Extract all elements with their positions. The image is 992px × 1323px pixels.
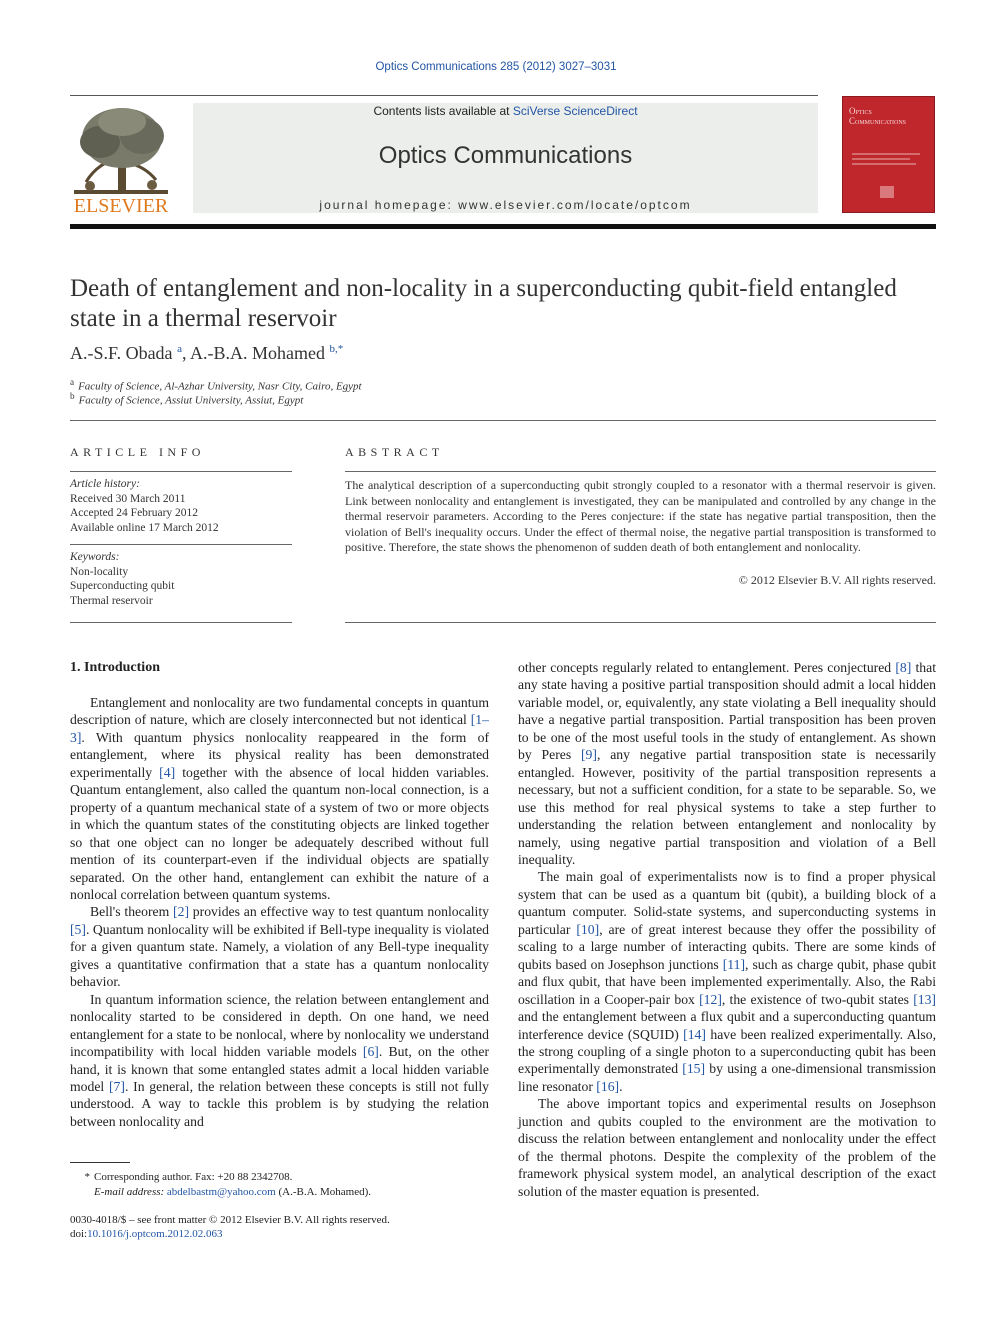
article-history [70, 477, 292, 535]
abstract-copyright: © 2012 Elsevier B.V. All rights reserved. [738, 573, 936, 587]
paragraph: The main goal of experimentalists now is to find a proper physical system that can be used as a quantum bit (qubit), a building block of a quantum computer. Solid-state systems, and superconducting systems in particular [10], are of great interest because they offer the possibility of scaling to a large number of interacting qubits. There are some kinds of qubits based on Josephson junctions [11], such as charge qubit, phase qubit and flux qubit, that have been implemented experimentally. Also, the Rabi oscillation in a Cooper-pair box [12], the existence of two-qubit states [13] and the entanglement between a flux qubit and a superconducting quantum interference device (SQUID) [14] have been realized experimentally. Also, the strong coupling of a single photon to a superconducting qubit has been experimentally demonstrated [15] by using a one-dimensional transmission line resonator [16]. [518, 869, 937, 1094]
contents-prefix: Contents lists available at [373, 104, 513, 118]
affiliation-marker[interactable]: a [177, 343, 182, 355]
divider [345, 622, 936, 623]
citation-link[interactable]: [5] [70, 921, 86, 937]
cover-title: Optics Communications [849, 106, 907, 126]
article-title: Death of entanglement and non-locality in a superconducting qubit-field entangled state in a thermal reservoir [70, 275, 897, 332]
citation-link[interactable]: [9] [581, 747, 597, 763]
citation-link[interactable]: [14] [683, 1026, 706, 1042]
citation-link[interactable]: [8] [895, 660, 912, 675]
author-name[interactable]: A.-B.A. Mohamed [189, 343, 325, 363]
header-thick-rule [70, 224, 936, 229]
divider [70, 622, 292, 623]
paragraph: other concepts regularly related to entanglement. Peres conjectured [8] that any state having a positive partial transposition should admit a local hidden variable model, or, equivalently, any state violating a Bell inequality should have a negative partial transposition. Partial transposition has been proven to be one of the most useful tools in the study of entanglement. As shown by Peres [9], any negative partial transposition state is necessarily entangled. However, positivity of the partial transposition represents a necessary, but not a sufficient condition, for a state to be separable. So, we use this method for real physical systems to take a step further to understanding the relation between entanglement and nonlocality by namely, using negative partial transposition and violation of a Bell inequality. [518, 660, 936, 867]
paragraph: The above important topics and experimental results on Josephson junction and qubits coupled to the environment are the motivation to discuss the relation between entanglement and nonlocality under the effect of the thermal photons. Despite the complexity of the problem of the framework physical system model, an analytical description of the exact solution of the master equation is presented. [518, 1096, 936, 1199]
paragraph: Entanglement and nonlocality are two fundamental concepts in quantum description of nature, which are closely interconnected but not identical [1–3]. With quantum physics nonlocality reappeared in the form of entanglement, where its physical reality has been demonstrated experimentally [4] together with the absence of local hidden variables. Quantum entanglement, also called the quantum non-local connection, is a property of a quantum mechanical state of a system of two or more objects in which the quantum states of the constituting objects are linked together so that one object can no longer be adequately described without full mention of its counterpart-even if the individual objects are spatially separated. On the other hand, entanglement can exhibit the nature of a nonlocal correlation between quantum systems. [70, 695, 490, 902]
sciencedirect-link[interactable]: SciVerse ScienceDirect [512, 104, 638, 118]
keyword: Superconducting qubit [70, 580, 175, 592]
divider [345, 471, 936, 472]
citation-link[interactable]: [16] [596, 1078, 620, 1094]
online-date: Available online 17 March 2012 [70, 521, 219, 534]
journal-name: Optics Communications [378, 142, 633, 169]
doi-line: doi:10.1016/j.optcom.2012.02.063 [70, 1228, 223, 1240]
divider [70, 471, 292, 472]
citation-link[interactable]: [13] [913, 991, 936, 1007]
article-info-heading: ARTICLE INFO [70, 445, 205, 459]
corresponding-author-note: * Corresponding author. Fax: +20 88 2342708. [70, 1171, 292, 1183]
author-list: A.-S.F. Obada $^a$, A.-B.A. Mohamed $^{b,*}$ [70, 343, 344, 363]
footnote-rule [70, 1162, 130, 1163]
email-link[interactable]: abdelbastm@yahoo.com [166, 1186, 276, 1198]
citation-link[interactable]: [7] [108, 1078, 125, 1094]
citation-link[interactable]: [10] [576, 921, 600, 937]
affiliation-b: $^b$ Faculty of Science, Assiut University, Assiut, Egypt [70, 391, 304, 407]
affiliation-a: $^a$ Faculty of Science, Al-Azhar University, Nasr City, Cairo, Egypt [70, 377, 362, 393]
divider [70, 420, 936, 421]
author-name[interactable]: A.-S.F. Obada [70, 343, 173, 363]
left-column [70, 694, 489, 1130]
svg-text:ELSEVIER: ELSEVIER [73, 195, 169, 214]
history-label: Article history: [70, 478, 140, 490]
citation-link[interactable]: [4] [159, 764, 176, 780]
elsevier-logo [68, 102, 174, 214]
divider [70, 544, 292, 545]
citation-link[interactable]: [1–3] [70, 712, 489, 745]
citation-link[interactable]: [6] [362, 1044, 379, 1060]
keywords [70, 550, 292, 608]
issn-line: 0030-4018/$ – see front matter © 2012 Elsevier B.V. All rights reserved. [70, 1214, 390, 1226]
citation-link[interactable]: [15] [682, 1061, 706, 1077]
email-note: E-mail address: abdelbastm@yahoo.com (A.-B.A. Mohamed). [94, 1186, 372, 1198]
received-date: Received 30 March 2011 [70, 492, 186, 505]
accepted-date: Accepted 24 February 2012 [70, 507, 199, 519]
cover-artwork [850, 150, 928, 210]
keyword: Non-locality [70, 565, 129, 578]
elsevier-tree-icon [68, 102, 174, 214]
journal-homepage[interactable]: journal homepage: www.elsevier.com/locate/optcom [319, 198, 692, 212]
paragraph: Bell's theorem [2] provides an effective way to test quantum nonlocality [5]. Quantum nonlocality will be exhibited if Bell-type inequality is violated for a given quantum state. Namely, a violation of any Bell-type inequality gives a quantitative confirmation that a state has a quantum nonlocality behavior. [70, 904, 489, 990]
header-rule [70, 95, 818, 96]
paragraph: In quantum information science, the relation between entanglement and nonlocality started to be considered in depth. On one hand, we need entanglement for a state to be nonlocal, where by nonlocality we understand incompatibility with local hidden variable models [6]. But, on the other hand, it is known that some entangled states admit a local hidden variable model [7]. In general, the relation between these concepts is still not fully understood. A way to tackle this problem is by studying the relation between nonlocality and [70, 991, 489, 1129]
abstract-heading: ABSTRACT [345, 445, 444, 459]
section-heading: 1. Introduction [70, 660, 160, 675]
citation-link[interactable]: [11] [722, 956, 746, 972]
citation-link[interactable]: [2] [173, 904, 190, 920]
doi-link[interactable]: 10.1016/j.optcom.2012.02.063 [87, 1228, 223, 1240]
keyword: Thermal reservoir [70, 594, 153, 607]
keywords-label: Keywords: [70, 551, 120, 563]
footnote-star: * [84, 1171, 90, 1183]
abstract-text: The analytical description of a superconducting qubit strongly coupled to a resonator with a thermal reservoir is given. Link between nonlocality and entanglement is investigated, they can be manipulated and controlled by any change in the thermal reservoir parameters. According to the Peres conjecture: if the state has negative partial transposition, then the violation of Bell's inequality occurs. Under the effect of thermal noise, the negative partial transposition is transformed to positive. Therefore, the state shows the phenomenon of sudden death of both entanglement and nonlocality. [345, 478, 936, 554]
journal-citation-link[interactable]: Optics Communications 285 (2012) 3027–3031 [375, 61, 617, 73]
right-column [518, 659, 936, 1200]
contents-line [193, 104, 818, 118]
affiliation-marker[interactable]: b,* [329, 343, 344, 355]
citation-link[interactable]: [12] [699, 991, 722, 1007]
